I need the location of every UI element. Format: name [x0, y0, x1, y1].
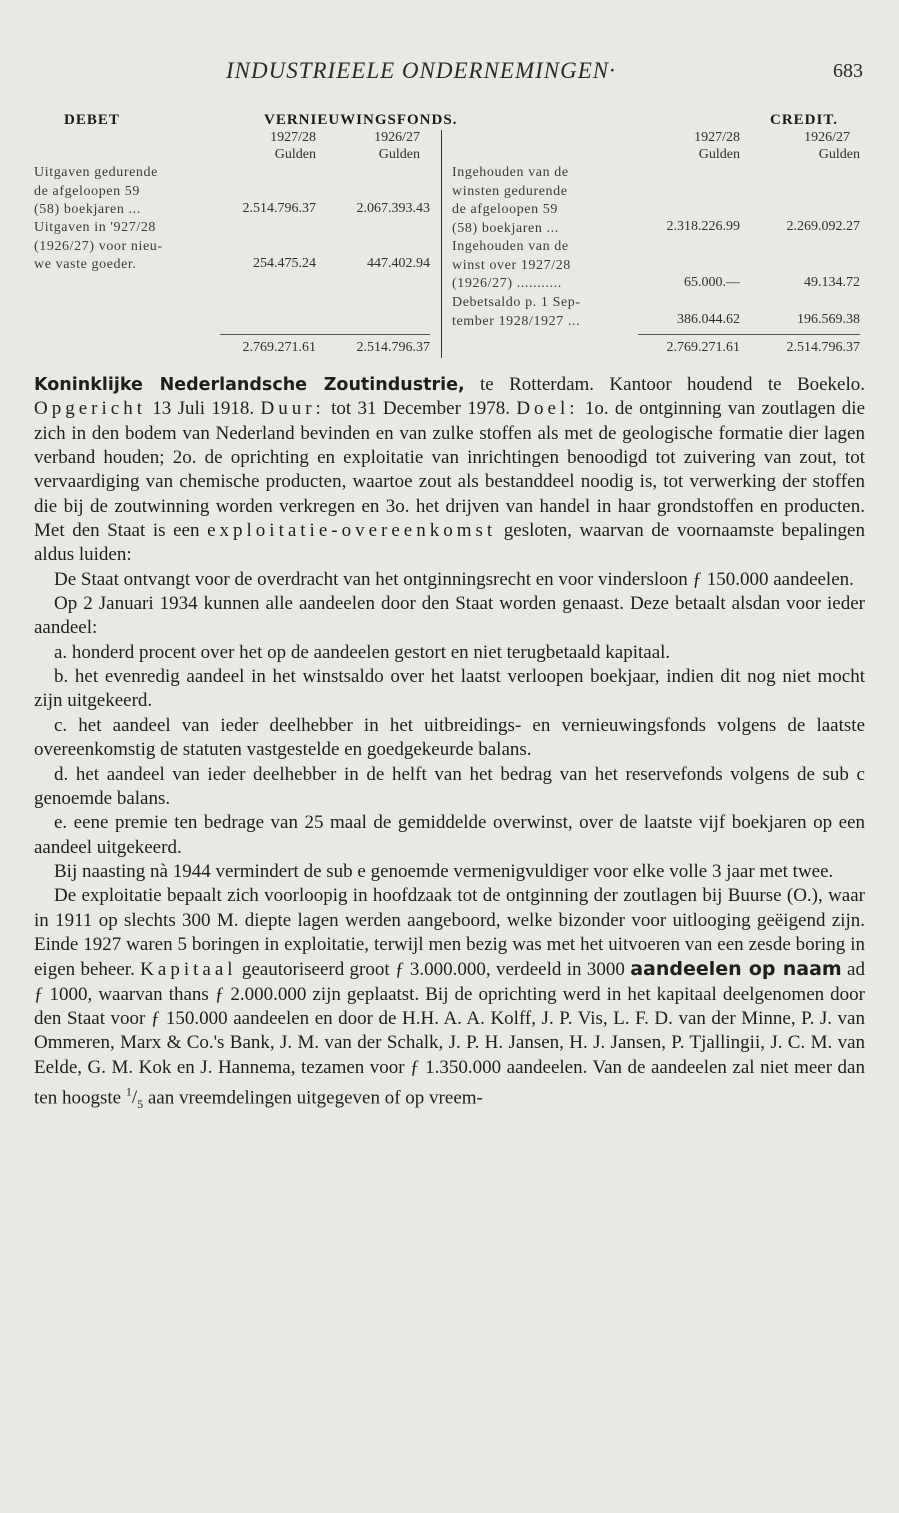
opgericht-label: Opgericht — [34, 398, 146, 420]
credit-row-2-desc: Ingehouden van de winst over 1927/28 (1926/27) ........... — [452, 239, 571, 291]
vernieuwingsfonds-account — [34, 112, 864, 362]
company-entry — [34, 373, 865, 1116]
debet-row-2-desc: Uitgaven in '927/28 (1926/27) voor nieu- we vaste goeder. — [34, 220, 163, 272]
debet-row-2-v1: 254.475.24 — [253, 256, 316, 271]
exploitatie-label: exploitatie-overeenkomst — [207, 520, 497, 542]
debet-currency-1: Gulden — [274, 147, 316, 162]
credit-row-1-v1: 2.318.226.99 — [666, 219, 740, 234]
doel-label: Doel: — [516, 398, 579, 420]
credit-label: CREDIT. — [770, 112, 838, 128]
credit-row-3-desc: Debetsaldo p. 1 Sep- tember 1928/1927 ... — [452, 295, 581, 329]
running-head — [0, 58, 899, 88]
paragraph-exploitatie: De exploitatie bepaalt zich voorloopig in hoofdzaak tot de ontginning der zoutlagen bij Buurse (O.), waar in 1911 op slechts 300 M. diepte lagen werden aangeboord, welke bizonder voor uitlooging geëigend zijn. Einde 1927 waren 5 boringen in exploitatie, terwijl men bezig was met het uitvoeren van een zesde boring in eigen beheer. Kapitaal geautoriseerd groot ƒ 3.000.000, verdeeld in 3000 aandeelen op naam ad ƒ 1000, waarvan thans ƒ 2.000.000 zijn geplaatst. Bij de oprichting werd in het kapitaal deelgenomen door den Staat voor ƒ 150.000 aandeelen en door de H.H. A. A. Kolff, J. P. Vis, L. F. D. van der Minne, P. J. van Ommeren, Marx & Co.'s Bank, J. M. van der Schalk, J. P. H. Jansen, H. J. Jansen, P. Tjallingii, J. C. M. van Eelde, G. M. Kok en J. Hannema, tezamen voor ƒ 1.350.000 aandeelen. Van de aandeelen zal niet meer dan ten hoogste $^1/_5$ aan vreemdelingen uitgegeven of op vreem- — [34, 885, 865, 1112]
duur-label: Duur: — [260, 398, 325, 420]
company-name: Koninklijke Nederlandsche Zoutindustrie, — [34, 375, 465, 395]
credit-row-1-v2: 2.269.092.27 — [786, 219, 860, 234]
aandeelen-label: aandeelen op naam — [630, 958, 842, 981]
debet-currency-2: Gulden — [378, 147, 420, 162]
credit-year-2: 1926/27 — [804, 130, 850, 145]
paragraph-intro: Koninklijke Nederlandsche Zoutindustrie, te Rotterdam. Kantoor houdend te Boekelo. Opgericht 13 Juli 1918. Duur: tot 31 December 1978. Doel: 1o. de ontginning van zoutlagen die zich in den bodem van Nederland bevinden en van zulke stoffen als met de geologische formatie dier lagen verband houden; 2o. de oprichting en exploitatie van inrichtingen benoodigd tot zuivering van zout, tot vervaardiging van chemische producten, waartoe zout als bestanddeel noodig is, tot verwerking der stoffen die bij de zoutwinning worden verkregen en 3o. het drijven van handel in haar grondstoffen en producten. Met den Staat is een exploitatie-overeenkomst gesloten, waarvan de voornaamste bepalingen aldus luiden: — [34, 374, 866, 566]
list-item-e: e. eene premie ten bedrage van 25 maal de gemiddelde overwinst, over de laatste vijf boekjaren op een aandeel uitgekeerd. — [34, 812, 865, 858]
credit-currency-1: Gulden — [698, 147, 740, 162]
fraction-one-fifth: $^1/_5$ — [125, 1084, 144, 1112]
debet-total-rule — [220, 334, 430, 335]
debet-total-1: 2.769.271.61 — [242, 340, 316, 355]
credit-total-1: 2.769.271.61 — [666, 340, 740, 355]
credit-row-3-v1: 386.044.62 — [677, 312, 740, 327]
credit-row-2-v2: 49.134.72 — [804, 275, 860, 290]
debet-row-1-v2: 2.067.393.43 — [356, 201, 430, 216]
credit-currency-2: Gulden — [818, 147, 860, 162]
account-title: VERNIEUWINGSFONDS. — [264, 112, 458, 128]
credit-total-2: 2.514.796.37 — [786, 340, 860, 355]
paragraph-naasting: Op 2 Januari 1934 kunnen alle aandeelen door den Staat worden genaast. Deze betaalt alsdan voor ieder aandeel: — [34, 593, 865, 639]
credit-year-1: 1927/28 — [694, 130, 740, 145]
paragraph-vermenigvuldiger: Bij naasting nà 1944 vermindert de sub e genoemde vermenigvuldiger voor elke volle 3 jaar met twee. — [54, 860, 834, 882]
debet-label: DEBET — [64, 112, 120, 128]
credit-row-1-desc: Ingehouden van de winsten gedurende de afgeloopen 59 (58) boekjaren ... — [452, 165, 569, 236]
credit-total-rule — [638, 334, 860, 335]
credit-row-3-v2: 196.569.38 — [797, 312, 860, 327]
debet-row-1-v1: 2.514.796.37 — [242, 201, 316, 216]
debet-row-1-desc: Uitgaven gedurende de afgeloopen 59 (58) boekjaren ... — [34, 165, 158, 217]
paragraph-staat: De Staat ontvangt voor de overdracht van het ontginningsrecht en voor vindersloon ƒ 150.000 aandeelen. — [54, 568, 854, 590]
debet-year-2: 1926/27 — [374, 130, 420, 145]
page-number: 683 — [833, 60, 863, 82]
debet-total-2: 2.514.796.37 — [356, 340, 430, 355]
list-item-c: c. het aandeel van ieder deelhebber in het uitbreidings- en vernieuwingsfonds volgens de laatste overeenkomstig de statuten vastgestelde en goedgekeurde balans. — [34, 714, 865, 761]
credit-row-2-v1: 65.000.— — [684, 275, 740, 290]
table-divider — [441, 130, 442, 358]
list-item-d: d. het aandeel van ieder deelhebber in de helft van het bedrag van het reservefonds volgens de sub c genoemde balans. — [34, 763, 865, 809]
list-item-a: a. honderd procent over het op de aandeelen gestort en niet terugbetaald kapitaal. — [54, 641, 671, 663]
debet-year-1: 1927/28 — [270, 130, 316, 145]
debet-row-2-v2: 447.402.94 — [367, 256, 430, 271]
list-item-b: b. het evenredig aandeel in het winstsaldo over het laatst verloopen boekjaar, indien dit nog niet mocht zijn uitgekeerd. — [34, 666, 865, 712]
kapitaal-label: Kapitaal — [140, 959, 237, 981]
running-title: INDUSTRIEELE ONDERNEMINGEN· — [226, 58, 616, 83]
